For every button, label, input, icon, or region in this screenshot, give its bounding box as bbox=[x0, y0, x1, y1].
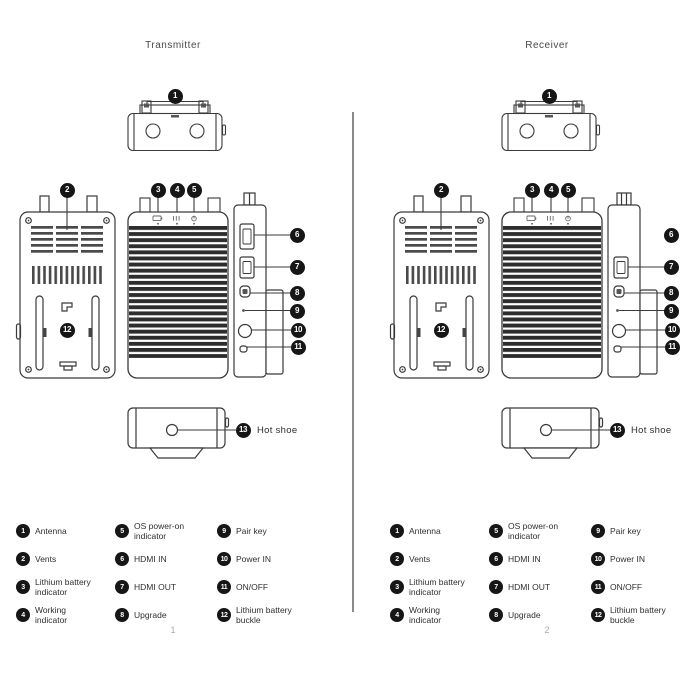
bottom-view-drawing bbox=[498, 402, 620, 464]
legend-label: HDMI OUT bbox=[508, 582, 551, 592]
legend-label: Lithium battery buckle bbox=[610, 605, 666, 625]
legend-item-antenna bbox=[390, 524, 489, 538]
indicator-led bbox=[193, 223, 195, 225]
legend-label: ON/OFF bbox=[610, 582, 643, 592]
legend-num-badge: 3 bbox=[390, 580, 404, 594]
legend-num-badge: 1 bbox=[16, 524, 30, 538]
heatsink-fins bbox=[503, 226, 601, 358]
callout-4-badge: 4 bbox=[170, 183, 185, 198]
legend-item-on-off bbox=[217, 580, 316, 594]
legend-item-os-power-on-indicator bbox=[115, 521, 217, 541]
legend-item-power-in bbox=[591, 552, 690, 566]
legend-label: HDMI IN bbox=[508, 554, 541, 564]
antenna-stub-right bbox=[582, 198, 594, 212]
legend-label: Antenna bbox=[409, 526, 441, 536]
legend-item-os-power-on-indicator bbox=[489, 521, 591, 541]
legend-num-badge: 10 bbox=[217, 552, 231, 566]
receiver-panel bbox=[374, 0, 700, 700]
side-view-drawing bbox=[230, 186, 302, 388]
callout-7-badge: 7 bbox=[664, 260, 679, 275]
legend-item-lithium-battery-indicator bbox=[390, 577, 489, 597]
legend-item-upgrade bbox=[489, 608, 591, 622]
legend-item-pair-key bbox=[217, 524, 316, 538]
callout-13-badge: 13 bbox=[610, 423, 625, 438]
antenna-stub-right bbox=[208, 198, 220, 212]
legend-label: Working indicator bbox=[35, 605, 68, 625]
page-number: 2 bbox=[544, 625, 550, 635]
pair-key-hole bbox=[616, 309, 619, 312]
legend-label: OS power-on indicator bbox=[508, 521, 559, 541]
legend-item-lithium-battery-buckle bbox=[217, 605, 316, 625]
callout-7-badge: 7 bbox=[290, 260, 305, 275]
back-view-drawing bbox=[388, 192, 498, 388]
legend-item-vents bbox=[16, 552, 115, 566]
legend-item-working-indicator bbox=[16, 605, 115, 625]
legend-num-badge: 1 bbox=[390, 524, 404, 538]
indicator-led bbox=[157, 223, 159, 225]
legend-item-hdmi-in bbox=[489, 552, 591, 566]
legend-num-badge: 6 bbox=[489, 552, 503, 566]
back-view-drawing bbox=[14, 192, 124, 388]
callout-4-badge: 4 bbox=[544, 183, 559, 198]
legend-item-lithium-battery-indicator bbox=[16, 577, 115, 597]
legend-label: Pair key bbox=[610, 526, 641, 536]
legend bbox=[390, 517, 690, 629]
legend-label: Lithium battery buckle bbox=[236, 605, 292, 625]
legend-num-badge: 2 bbox=[390, 552, 404, 566]
antenna-connector-right bbox=[564, 124, 578, 138]
callout-11-badge: 11 bbox=[665, 340, 680, 355]
legend-label: Vents bbox=[35, 554, 57, 564]
hot-shoe-label: Hot shoe bbox=[631, 425, 672, 436]
legend-num-badge: 9 bbox=[591, 524, 605, 538]
legend-item-upgrade bbox=[115, 608, 217, 622]
legend-num-badge: 10 bbox=[591, 552, 605, 566]
callout-12-badge: 12 bbox=[434, 323, 449, 338]
legend-num-badge: 5 bbox=[489, 524, 503, 538]
legend-num-badge: 8 bbox=[489, 608, 503, 622]
legend-label: OS power-on indicator bbox=[134, 521, 185, 541]
legend-item-antenna bbox=[16, 524, 115, 538]
callout-11-badge: 11 bbox=[291, 340, 306, 355]
legend-num-badge: 9 bbox=[217, 524, 231, 538]
legend-num-badge: 6 bbox=[115, 552, 129, 566]
legend-item-pair-key bbox=[591, 524, 690, 538]
legend-num-badge: 3 bbox=[16, 580, 30, 594]
heatsink-fins bbox=[129, 226, 227, 358]
indicator-led bbox=[531, 223, 533, 225]
legend-label: HDMI OUT bbox=[134, 582, 177, 592]
legend-num-badge: 7 bbox=[489, 580, 503, 594]
antenna-stub-right bbox=[87, 196, 97, 212]
antenna-stub bbox=[617, 193, 631, 205]
legend-label: HDMI IN bbox=[134, 554, 167, 564]
legend-label: Power IN bbox=[236, 554, 271, 564]
antenna-stub-right bbox=[461, 196, 471, 212]
legend-item-hdmi-out bbox=[489, 580, 591, 594]
callout-6-badge: 6 bbox=[290, 228, 305, 243]
callout-345-leaders bbox=[158, 196, 194, 213]
callout-8-badge: 8 bbox=[290, 286, 305, 301]
legend-label: Vents bbox=[409, 554, 431, 564]
callout-6-badge: 6 bbox=[664, 228, 679, 243]
legend-num-badge: 5 bbox=[115, 524, 129, 538]
indicator-led bbox=[567, 223, 569, 225]
callout-9-badge: 9 bbox=[664, 304, 679, 319]
page-number: 1 bbox=[170, 625, 176, 635]
hot-shoe-mount bbox=[150, 448, 203, 458]
indicator-led bbox=[550, 223, 552, 225]
bottom-view-drawing bbox=[124, 402, 246, 464]
panel-divider-line bbox=[352, 112, 354, 612]
panel-title: Transmitter bbox=[145, 40, 201, 51]
callout-12-badge: 12 bbox=[60, 323, 75, 338]
legend-num-badge: 8 bbox=[115, 608, 129, 622]
legend-num-badge: 7 bbox=[115, 580, 129, 594]
legend-item-power-in bbox=[217, 552, 316, 566]
legend-num-badge: 11 bbox=[217, 580, 231, 594]
legend-label: ON/OFF bbox=[236, 582, 269, 592]
legend-num-badge: 12 bbox=[591, 608, 605, 622]
legend-num-badge: 2 bbox=[16, 552, 30, 566]
hot-shoe-mount bbox=[524, 448, 577, 458]
indicator-led bbox=[176, 223, 178, 225]
legend-label: Antenna bbox=[35, 526, 67, 536]
legend-label: Lithium battery indicator bbox=[409, 577, 465, 597]
antenna-connector-left bbox=[520, 124, 534, 138]
callout-10-badge: 10 bbox=[665, 323, 680, 338]
front-view-drawing bbox=[500, 192, 604, 388]
front-view-drawing bbox=[126, 192, 230, 388]
callout-1-badge: 1 bbox=[542, 89, 557, 104]
legend-label: Upgrade bbox=[508, 610, 541, 620]
callout-10-badge: 10 bbox=[291, 323, 306, 338]
callout-5-badge: 5 bbox=[187, 183, 202, 198]
legend-num-badge: 4 bbox=[390, 608, 404, 622]
callout-9-badge: 9 bbox=[290, 304, 305, 319]
legend-item-working-indicator bbox=[390, 605, 489, 625]
legend-item-on-off bbox=[591, 580, 690, 594]
callout-3-badge: 3 bbox=[525, 183, 540, 198]
callout-5-badge: 5 bbox=[561, 183, 576, 198]
antenna-stub-left bbox=[514, 198, 524, 212]
legend-label: Upgrade bbox=[134, 610, 167, 620]
side-view-drawing bbox=[604, 186, 676, 388]
panel-title: Receiver bbox=[525, 40, 569, 51]
legend-item-hdmi-in bbox=[115, 552, 217, 566]
callout-13-badge: 13 bbox=[236, 423, 251, 438]
legend-label: Power IN bbox=[610, 554, 645, 564]
legend-num-badge: 12 bbox=[217, 608, 231, 622]
antenna-connector-left bbox=[146, 124, 160, 138]
antenna-stub-left bbox=[40, 196, 49, 212]
antenna-stub-left bbox=[414, 196, 423, 212]
callout-8-badge: 8 bbox=[664, 286, 679, 301]
legend-label: Lithium battery indicator bbox=[35, 577, 91, 597]
callout-3-badge: 3 bbox=[151, 183, 166, 198]
legend-label: Pair key bbox=[236, 526, 267, 536]
legend-label: Working indicator bbox=[409, 605, 442, 625]
legend-item-vents bbox=[390, 552, 489, 566]
legend-item-lithium-battery-buckle bbox=[591, 605, 690, 625]
legend-item-hdmi-out bbox=[115, 580, 217, 594]
antenna-connector-right bbox=[190, 124, 204, 138]
callout-345-leaders bbox=[532, 196, 568, 213]
legend bbox=[16, 517, 316, 629]
legend-num-badge: 11 bbox=[591, 580, 605, 594]
hot-shoe-label: Hot shoe bbox=[257, 425, 298, 436]
callout-2-badge: 2 bbox=[434, 183, 449, 198]
callout-2-badge: 2 bbox=[60, 183, 75, 198]
callout-1-badge: 1 bbox=[168, 89, 183, 104]
legend-num-badge: 4 bbox=[16, 608, 30, 622]
pair-key-hole bbox=[242, 309, 245, 312]
antenna-stub-left bbox=[140, 198, 150, 212]
